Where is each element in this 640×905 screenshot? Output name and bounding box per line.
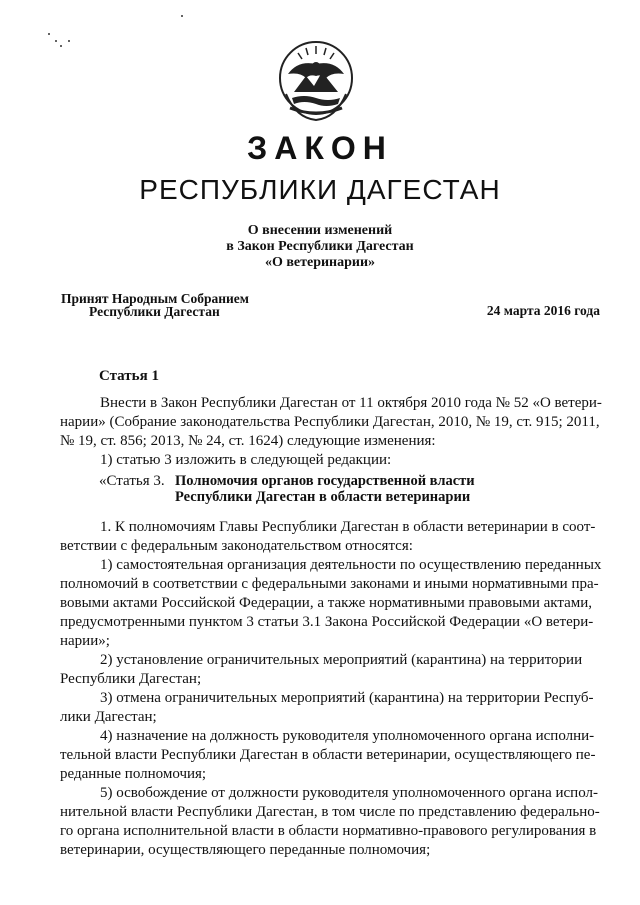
text-line: реданные полномочия; xyxy=(60,766,207,782)
text-line: нарии» (Собрание законодательства Республики Дагестан, 2010, № 19, ст. 915; 2011, xyxy=(60,414,600,430)
article-3-label: «Статья 3. xyxy=(99,473,165,489)
scan-speck xyxy=(60,45,62,47)
scan-speck xyxy=(48,33,50,35)
text-line: 4) назначение на должность руководителя уполномоченного органа исполни- xyxy=(100,728,595,744)
article-3-title-line: Республики Дагестан в области ветеринарии xyxy=(175,489,471,505)
subject-line: О внесении изменений xyxy=(247,223,393,238)
text-line: вовыми актами Российской Федерации, а также нормативными правовыми актами, xyxy=(60,595,593,611)
text-line: 1) статью 3 изложить в следующей редакции: xyxy=(100,452,392,468)
subject-line: «О ветеринарии» xyxy=(264,255,376,270)
law-republic: РЕСПУБЛИКИ ДАГЕСТАН xyxy=(139,174,501,205)
text-line: ветствии с федеральным законодательством относятся: xyxy=(60,538,413,554)
text-line: 1. К полномочиям Главы Республики Дагестан в области ветеринарии в соот- xyxy=(100,519,596,535)
article-3-body xyxy=(60,518,608,860)
text-line: нительной власти Республики Дагестан, в том числе по представлению федерально- xyxy=(60,804,600,820)
article-3-title xyxy=(175,473,475,505)
dagestan-coat-of-arms-icon xyxy=(276,34,356,124)
scan-speck xyxy=(55,40,57,42)
article-1-body xyxy=(60,394,608,470)
text-line: ветеринарии, осуществляющего переданные полномочия; xyxy=(60,842,431,858)
text-line: го органа исполнительной власти в области нормативно-правового регулирования в xyxy=(60,823,597,839)
text-line: 2) установление ограничительных мероприятий (карантина) на территории xyxy=(100,652,583,668)
adoption-date: 24 марта 2016 года xyxy=(486,303,600,318)
law-title: ЗАКОН xyxy=(247,130,393,166)
scan-speck xyxy=(181,15,183,17)
subject-line: в Закон Республики Дагестан xyxy=(226,239,414,254)
text-line: предусмотренными пунктом 3 статьи 3.1 Закона Российской Федерации «О ветери- xyxy=(60,614,594,630)
text-line: полномочий в соответствии с федеральными законами и иными нормативными пра- xyxy=(60,576,599,592)
scan-speck xyxy=(68,40,70,42)
text-line: 3) отмена ограничительных мероприятий (карантина) на территории Респуб- xyxy=(100,690,594,706)
text-line: Республики Дагестан; xyxy=(60,671,202,687)
text-line: нарии»; xyxy=(60,633,110,649)
text-line: тельной власти Республики Дагестан в области ветеринарии, осуществляющего пе- xyxy=(60,747,596,763)
text-line: Внести в Закон Республики Дагестан от 11 октября 2010 года № 52 «О ветери- xyxy=(100,395,602,411)
article-3-title-line: Полномочия органов государственной власти xyxy=(175,473,475,489)
adoption-line-1: Принят Народным Собранием xyxy=(61,291,249,306)
text-line: 1) самостоятельная организация деятельности по осуществлению переданных xyxy=(100,557,602,573)
text-line: № 19, ст. 856; 2013, № 24, ст. 1624) следующие изменения: xyxy=(60,433,436,449)
adoption-line-2: Республики Дагестан xyxy=(89,304,220,319)
article-1-title: Статья 1 xyxy=(99,368,159,384)
text-line: лики Дагестан; xyxy=(60,709,157,725)
text-line: 5) освобождение от должности руководителя уполномоченного органа испол- xyxy=(100,785,598,801)
